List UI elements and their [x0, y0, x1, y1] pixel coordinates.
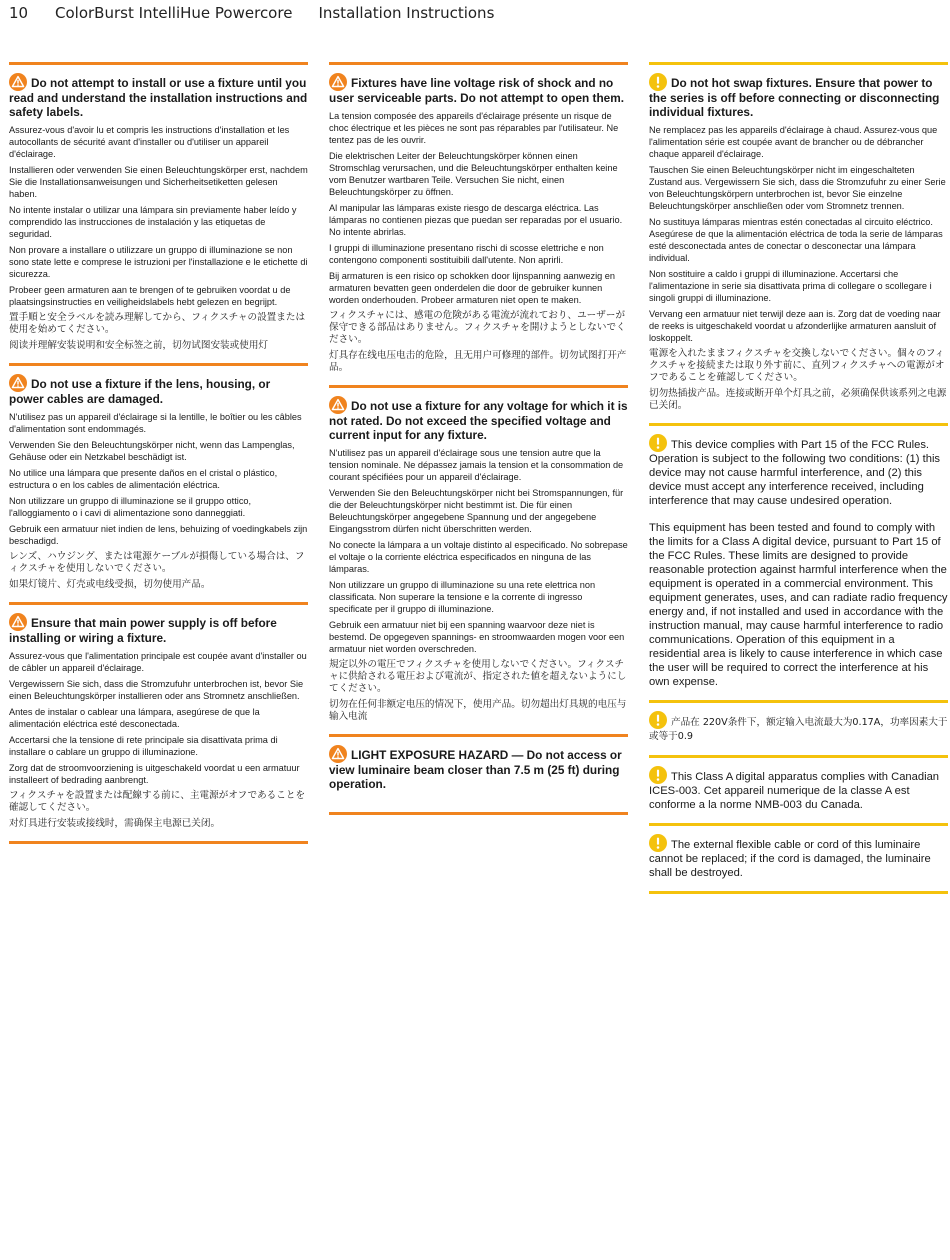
text-de: Tauschen Sie einen Beleuchtungskörper nicht im eingeschalteten Zustand aus. Vergewissern Sie sich, dass die Stromzufuhr zu einer Serie von Beleuchtungskörpern unterbrochen ist, bevor Sie einzelne Beleuchtungskörper anschließen oder vom Stromnetz trennen. [649, 165, 946, 211]
page-number: 10 [9, 4, 29, 22]
text-de: Verwenden Sie den Beleuchtungskörper nicht bei Stromspannungen, für die der Beleuchtungskörper nicht bestimmt ist. Die für einen Beleuchtungskörper angegebene Spannung und der angegebene Eingangsstrom dürfen nicht überschritten werden. [329, 488, 624, 534]
cable-label: The external flexible cable or cord of this luminaire cannot be replaced; if the cord is damaged, the luminaire shall be destroyed. [649, 839, 931, 879]
exclamation-circle-icon [649, 434, 667, 452]
warning-heading [329, 396, 628, 442]
text-zh: 切勿在任何非额定电压的情况下，使用产品。切勿超出灯具规的电压与输入电流 [329, 699, 627, 722]
exclamation-circle-icon [649, 766, 667, 784]
text-de: Die elektrischen Leiter der Beleuchtungskörper können einen Stromschlag verursachen, und die Beleuchtungskörper enthalten keine vom Benutzer wartbaren Teile. Versuchen Sie nicht, einen Beleuchtungskörper zu öffnen. [329, 151, 618, 197]
text-it: Non provare a installare o utilizzare un gruppo di illuminazione se non sono state lette e comprese le istruzioni per l'installazione e le etichette di sicurezza. [9, 245, 308, 279]
text-es: No conecte la lámpara a un voltaje distinto al especificado. No sobrepase el voltaje o la corriente eléctrica especificados en ninguna de las lámparas. [329, 540, 628, 574]
divider [329, 812, 628, 815]
text-ja: フィクスチャを設置または配線する前に、主電源がオフであることを確認してください。 [9, 790, 306, 813]
text-nl: Vervang een armatuur niet terwijl deze aan is. Zorg dat de voeding naar de reeks is uitgeschakeld voordat u afzonderlijke armaturen aansluit of loskoppelt. [649, 309, 941, 343]
exclamation-circle-icon [649, 834, 667, 852]
fcc-compliance-text [649, 434, 948, 508]
warning-heading-text: Do not attempt to install or use a fixture until you read and understand the installation instructions and safety labels. [9, 76, 308, 119]
text-es: Al manipular las lámparas existe riesgo de descarga eléctrica. Las lámparas no contienen piezas que puedan ser reparadas por el usuario. No intente abrirlas. [329, 203, 623, 237]
warning-block-rated-voltage [329, 385, 628, 734]
product-name: ColorBurst IntelliHue Powercore [55, 4, 293, 22]
warning-block-line-voltage [329, 62, 628, 385]
text-de: Vergewissern Sie sich, dass die Stromzufuhr unterbrochen ist, bevor Sie einen Beleuchtungskörper installieren oder ans Stromnetz anschließen. [9, 679, 304, 701]
text-fr: Ne remplacez pas les appareils d'éclairage à chaud. Assurez-vous que l'alimentation série est coupée avant de brancher ou de débrancher chaque appareil d'éclairage. [649, 125, 938, 159]
warning-triangle-icon [329, 396, 347, 414]
column-2 [329, 62, 628, 815]
warning-block-damaged-fixture [9, 363, 308, 602]
warning-triangle-icon [9, 73, 27, 91]
fcc-part15-text: This device complies with Part 15 of the FCC Rules. Operation is subject to the following two conditions: (1) this device may not cause harmful interference, and (2) this device must accept any interference received, including interference that may cause undesired operation. [649, 439, 941, 507]
warning-heading-text: Do not use a fixture for any voltage for which it is not rated. Do not exceed the specified voltage and current input for any fixture. [329, 399, 628, 442]
notice-heading-text: Do not hot swap fixtures. Ensure that power to the series is off before connecting or disconnecting individual fixtures. [649, 76, 940, 119]
text-nl: Zorg dat de stroomvoorziening is uitgeschakeld voordat u een armatuur installeert of bedrading aanbrengt. [9, 763, 300, 785]
notice-block-cable [649, 823, 948, 891]
text-ja: 電源を入れたままフィクスチャを交換しないでください。個々のフィクスチャを接続または取り外す前に、直列フィクスチャへの電源がオフであることを確認してください。 [649, 348, 945, 383]
text-zh: 灯具存在线电压电击的危险，且无用户可修理的部件。切勿试图打开产品。 [329, 350, 627, 373]
text-zh: 如果灯镜片、灯壳或电线受损，切勿使用产品。 [9, 579, 211, 590]
text-ja: 置手順と安全ラベルを読み理解してから、フィクスチャの設置または使用を始めてください。 [9, 312, 306, 335]
text-es: Antes de instalar o cablear una lámpara, asegúrese de que la alimentación eléctrica esté desconectada. [9, 707, 260, 729]
text-nl: Probeer geen armaturen aan te brengen of te gebruiken voordat u de plaatsingsinstructies en veiligheidslabels hebt gelezen en begrijpt. [9, 285, 291, 307]
text-it: Non sostituire a caldo i gruppi di illuminazione. Accertarsi che l'alimentazione in serie sia disattivata prima di collegare o scollegare i singoli gruppi di illuminazione. [649, 269, 932, 303]
warning-block-light-exposure [329, 734, 628, 812]
text-ja: 規定以外の電圧でフィクスチャを使用しないでください。フィクスチャに供給される電圧および電流が、指定された値を超えないようにしてください。 [329, 659, 627, 694]
text-ja: フィクスチャには、感電の危険がある電流が流れており、ユーザーが保守できる部品はありません。フィクスチャを開けようとしないでください。 [329, 310, 626, 345]
text-zh: 对灯具进行安装或接线时，需确保主电源已关闭。 [9, 818, 221, 829]
notice-heading [649, 73, 948, 119]
warning-heading-text: Ensure that main power supply is off before installing or wiring a fixture. [9, 616, 277, 645]
notice-block-input-current [649, 700, 948, 755]
warning-block-power-off [9, 602, 308, 841]
text-it: Non utilizzare un gruppo di illuminazione su una rete elettrica non classificata. Non superare la tensione e la corrente di ingresso specificate per il gruppo di illuminazione. [329, 580, 596, 614]
warning-heading [9, 374, 308, 406]
text-es: No utilice una lámpara que presente daños en el cristal o plástico, estructura o en los cables de alimentación eléctrica. [9, 468, 278, 490]
warning-block-read-instructions [9, 62, 308, 363]
text-es: No intente instalar o utilizar una lámpara sin previamente haber leído y comprendido las instrucciones de instalación y las etiquetas de seguridad. [9, 205, 297, 239]
section-title: Installation Instructions [318, 4, 495, 22]
text-es: No sustituya lámparas mientras estén conectadas al circuito eléctrico. Asegúrese de que la alimentación eléctrica de toda la serie de lámparas esté desconectada antes de conectar o desconectar una lámpara individual. [649, 217, 943, 263]
warning-triangle-icon [9, 374, 27, 392]
ices-text [649, 766, 948, 812]
fcc-class-a-text: This equipment has been tested and found to comply with the limits for a Class A digital device, pursuant to Part 15 of the FCC Rules. These limits are designed to provide reasonable protection against harmful interference when the equipment is operated in a commercial environment. This equipment generates, uses, and can radiate radio frequency energy and, if not installed and used in accordance with the instruction manual, may cause harmful interference to radio communications. Operation of this equipment in a residential area is likely to cause interference in which case the user will be required to correct the interference at his own expense. [649, 522, 948, 688]
text-de: Installieren oder verwenden Sie einen Beleuchtungskörper erst, nachdem Sie die Installationsanweisungen und Sicherheitsetiketten gelesen haben. [9, 165, 308, 199]
warning-heading [9, 73, 308, 119]
text-fr: Assurez-vous d'avoir lu et compris les instructions d'installation et les autocollants de sécurité avant d'installer ou d'utiliser un appareil d'éclairage. [9, 125, 290, 159]
text-it: Accertarsi che la tensione di rete principale sia disattivata prima di installare o cablare un gruppo di illuminazione. [9, 735, 278, 757]
text-fr: N'utilisez pas un appareil d'éclairage si la lentille, le boîtier ou les câbles d'alimentation sont endommagés. [9, 412, 302, 434]
warning-heading [329, 73, 628, 105]
notice-block-ices [649, 755, 948, 823]
text-ja: レンズ、ハウジング、または電源ケーブルが損傷している場合は、フィクスチャを使用しないでください。 [9, 551, 305, 574]
text-nl: Bij armaturen is een risico op schokken door lijnspanning aanwezig en armaturen bevatten geen onderdelen die door de gebruiker kunnen worden onderhouden. Probeer armaturen niet open te maken. [329, 271, 615, 305]
text-nl: Gebruik een armatuur niet bij een spanning waarvoor deze niet is bestemd. De opgegeven spannings- en stroomwaarden mogen voor een armatuur niet worden overschreden. [329, 620, 625, 654]
divider [9, 841, 308, 844]
warning-triangle-icon [329, 73, 347, 91]
input-current-label: 产品在 220V条件下，额定输入电流最大为0.17A，功率因素大于或等于0.9 [649, 717, 948, 742]
cable-text [649, 834, 948, 880]
divider [649, 891, 948, 894]
text-nl: Gebruik een armatuur niet indien de lens, behuizing of voedingkabels zijn beschadigd. [9, 524, 308, 546]
warning-triangle-icon [329, 745, 347, 763]
exclamation-circle-icon [649, 711, 667, 729]
warning-heading-text: Do not use a fixture if the lens, housing, or power cables are damaged. [9, 377, 271, 406]
text-zh: 切勿热插拔产品。连接或断开单个灯具之前，必须确保供该系列之电源已关闭。 [649, 388, 947, 411]
column-1 [9, 62, 308, 844]
text-it: I gruppi di illuminazione presentano rischi di scosse elettriche e non contengono componenti sostituibili dall'utente. Non aprirli. [329, 243, 604, 265]
input-current-text [649, 711, 948, 744]
text-zh: 阅读并理解安装说明和安全标签之前，切勿试图安装或使用灯 [9, 340, 269, 351]
text-de: Verwenden Sie den Beleuchtungskörper nicht, wenn das Lampenglas, Gehäuse oder ein Netzkabel beschädigt ist. [9, 440, 295, 462]
text-fr: Assurez-vous que l'alimentation principale est coupée avant d'installer ou de câbler un appareil d'éclairage. [9, 651, 307, 673]
page-header [9, 4, 494, 26]
warning-heading [9, 613, 308, 645]
warning-triangle-icon [9, 613, 27, 631]
warning-heading [329, 745, 628, 791]
text-fr: La tension composée des appareils d'éclairage présente un risque de choc électrique et les pièces ne sont pas réparables par l'utilisateur. Ne tentez pas de les ouvrir. [329, 111, 619, 145]
warning-heading-text: LIGHT EXPOSURE HAZARD — Do not access or view luminaire beam closer than 7.5 m (25 ft) during operation. [329, 748, 622, 791]
warning-heading-text: Fixtures have line voltage risk of shock and no user serviceable parts. Do not attempt to open them. [329, 76, 624, 105]
exclamation-circle-icon [649, 73, 667, 91]
ices-label: This Class A digital apparatus complies with Canadian ICES-003. Cet appareil numerique de la classe A est conforme a la norme NMB-003 du Canada. [649, 771, 940, 811]
notice-block-hot-swap [649, 62, 948, 423]
text-fr: N'utilisez pas un appareil d'éclairage sous une tension autre que la tension nominale. Ne dépassez jamais la tension et la consommation de courant spécifiées pour un appareil d'éclairage. [329, 448, 624, 482]
column-3 [649, 62, 948, 894]
text-it: Non utilizzare un gruppo di illuminazione se il gruppo ottico, l'alloggiamento o i cavi di alimentazione sono danneggiati. [9, 496, 252, 518]
notice-block-fcc [649, 423, 948, 700]
